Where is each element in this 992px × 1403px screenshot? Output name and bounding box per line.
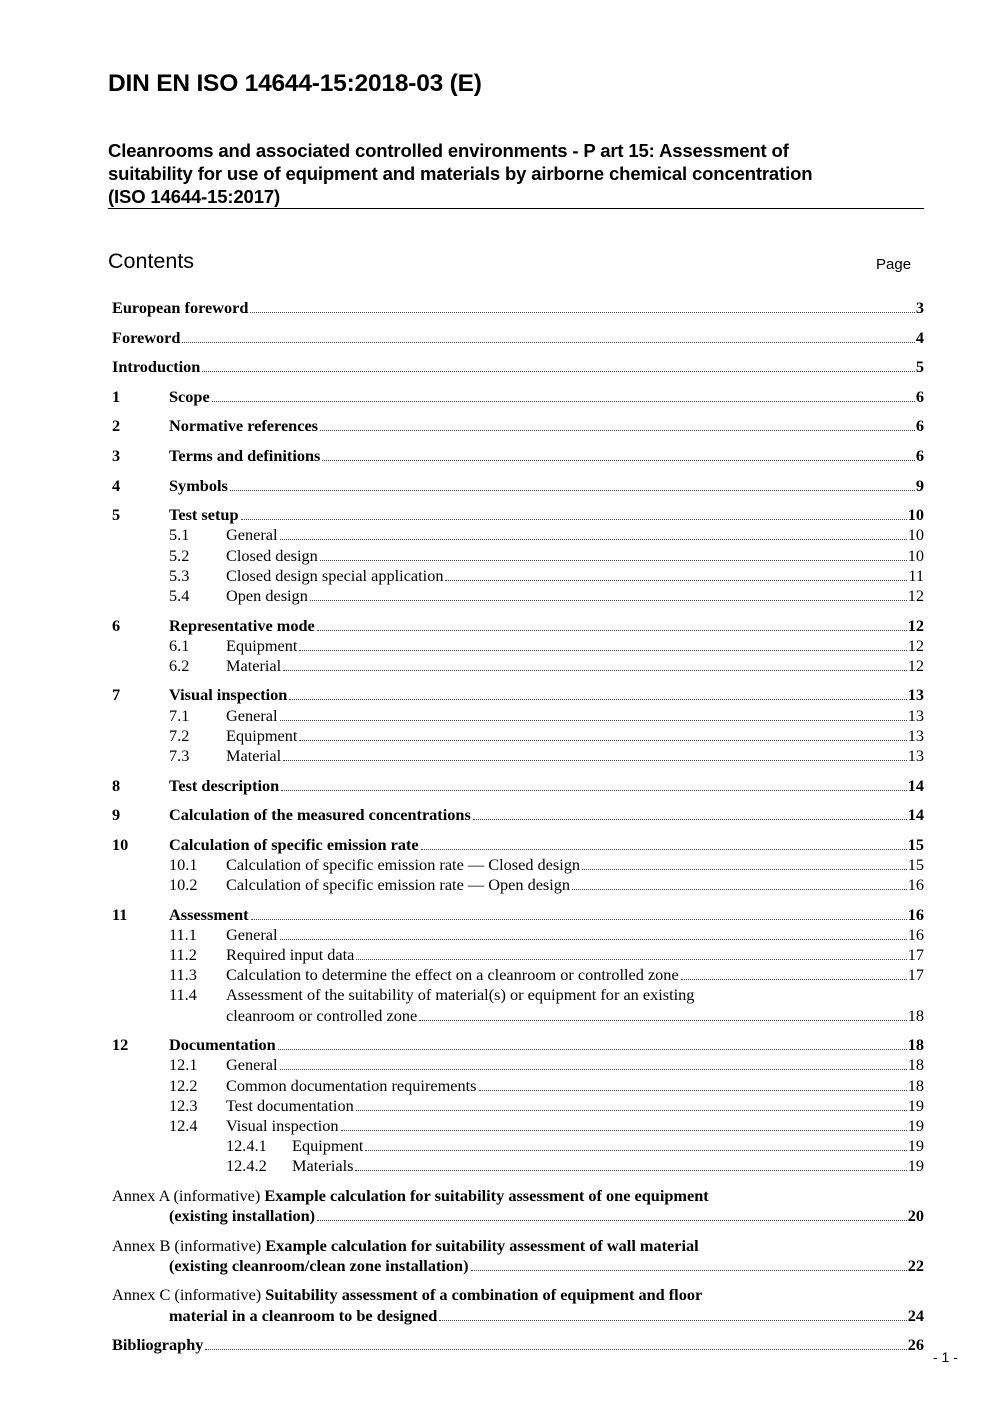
leader-dots xyxy=(365,1150,906,1151)
toc-annex-c[interactable] xyxy=(112,1285,702,1305)
leader-dots xyxy=(281,790,907,791)
toc-entry[interactable] xyxy=(169,1076,924,1096)
annex-title: material in a cleanroom to be designed xyxy=(169,1306,438,1325)
toc-entry[interactable] xyxy=(112,776,924,796)
toc-entry[interactable] xyxy=(169,726,924,746)
annex-kind: (informative) xyxy=(174,1285,262,1304)
toc-entry-page: 18 xyxy=(907,1055,924,1074)
annex-label: Annex A xyxy=(112,1186,170,1205)
leader-dots xyxy=(280,539,907,540)
leader-dots xyxy=(283,760,907,761)
leader-dots xyxy=(289,699,906,700)
toc-entry-page: 9 xyxy=(915,476,924,495)
leader-dots xyxy=(230,490,915,491)
toc-entry-title: Visual inspection xyxy=(226,1116,339,1135)
toc-entry-page: 6 xyxy=(915,416,924,435)
toc-entry-title: Equipment xyxy=(292,1136,364,1155)
toc-entry-page: 15 xyxy=(907,855,924,874)
toc-entry-number: 7.3 xyxy=(169,746,190,765)
leader-dots xyxy=(445,580,907,581)
toc-entry-title: cleanroom or controlled zone xyxy=(226,1006,418,1025)
toc-entry-page: 12 xyxy=(907,616,924,635)
toc-entry-title: Scope xyxy=(169,387,210,406)
toc-entry-page: 14 xyxy=(907,776,924,795)
leader-dots xyxy=(320,560,907,561)
toc-entry-page: 18 xyxy=(907,1006,924,1025)
toc-entry-page: 13 xyxy=(907,706,924,725)
toc-entry-title: Visual inspection xyxy=(169,685,288,704)
leader-dots xyxy=(202,371,914,372)
toc-entry-page: 12 xyxy=(907,586,924,605)
toc-entry[interactable] xyxy=(169,656,924,676)
toc-entry-title: General xyxy=(226,925,278,944)
leader-dots xyxy=(283,670,907,671)
toc-entry-number: 11.4 xyxy=(169,985,197,1004)
toc-annex-a-continuation[interactable] xyxy=(169,1206,924,1226)
toc-entry-title: Terms and definitions xyxy=(169,446,321,465)
annex-kind: (informative) xyxy=(173,1186,261,1205)
toc-entry-title: Equipment xyxy=(226,726,298,745)
leader-dots xyxy=(681,979,907,980)
toc-entry-number: 12.2 xyxy=(169,1076,198,1095)
toc-entry-continuation[interactable] xyxy=(226,1006,924,1026)
toc-entry-number: 7 xyxy=(112,685,121,704)
toc-entry-page: 12 xyxy=(907,636,924,655)
toc-entry-title: Test documentation xyxy=(226,1096,354,1115)
leader-dots xyxy=(471,1270,907,1271)
annex-label: Annex B xyxy=(112,1236,171,1255)
toc-annex-a[interactable] xyxy=(112,1186,709,1206)
leader-dots xyxy=(280,939,907,940)
toc-entry-number: 11.1 xyxy=(169,925,197,944)
toc-entry-page: 19 xyxy=(907,1116,924,1135)
toc-entry[interactable] xyxy=(169,985,695,1005)
annex-kind: (informative) xyxy=(174,1236,262,1255)
leader-dots xyxy=(251,919,907,920)
toc-entry[interactable] xyxy=(226,1156,924,1176)
toc-entry-number: 6.1 xyxy=(169,636,190,655)
toc-entry[interactable] xyxy=(112,328,924,348)
title-line: suitability for use of equipment and materials by airborne chemical concentration xyxy=(108,163,813,184)
toc-entry-number: 6.2 xyxy=(169,656,190,675)
annex-title: (existing installation) xyxy=(169,1206,316,1225)
toc-entry-page: 19 xyxy=(907,1156,924,1175)
toc-entry[interactable] xyxy=(169,945,924,965)
toc-entry[interactable] xyxy=(112,1035,924,1055)
toc-entry-title: Calculation of specific emission rate — Open design xyxy=(226,875,571,894)
toc-entry-title: General xyxy=(226,706,278,725)
toc-entry[interactable] xyxy=(112,685,924,705)
toc-entry-page: 13 xyxy=(907,726,924,745)
leader-dots xyxy=(250,312,914,313)
toc-entry-number: 5.1 xyxy=(169,525,190,544)
leader-dots xyxy=(341,1130,907,1131)
leader-dots xyxy=(310,600,907,601)
toc-entry[interactable] xyxy=(169,586,924,606)
toc-entry-title: Calculation of specific emission rate — Closed design xyxy=(226,855,581,874)
toc-entry[interactable] xyxy=(112,835,924,855)
annex-label: Annex C xyxy=(112,1285,171,1304)
toc-entry[interactable] xyxy=(169,566,924,586)
toc-entry-title: Normative references xyxy=(169,416,319,435)
toc-entry-title: Closed design xyxy=(226,546,318,565)
leader-dots xyxy=(582,869,907,870)
toc-entry-page: 5 xyxy=(915,357,924,376)
toc-entry[interactable] xyxy=(169,1096,924,1116)
toc-entry[interactable] xyxy=(169,746,924,766)
toc-entry-page: 10 xyxy=(907,546,924,565)
leader-dots xyxy=(317,1220,907,1221)
leader-dots xyxy=(355,1170,906,1171)
toc-entry-title: Material xyxy=(226,656,282,675)
leader-dots xyxy=(278,1049,907,1050)
toc-entry-title: Introduction xyxy=(112,357,201,376)
leader-dots xyxy=(317,630,907,631)
toc-entry-title: Calculation to determine the effect on a cleanroom or controlled zone xyxy=(226,965,679,984)
toc-entry-page: 26 xyxy=(907,1335,924,1354)
toc-entry[interactable] xyxy=(112,298,924,318)
toc-entry[interactable] xyxy=(112,805,924,825)
toc-entry[interactable] xyxy=(169,925,924,945)
toc-entry-number: 11.2 xyxy=(169,945,197,964)
leader-dots xyxy=(280,1069,907,1070)
toc-entry-number: 12.1 xyxy=(169,1055,198,1074)
toc-entry[interactable] xyxy=(169,855,924,875)
toc-entry-number: 8 xyxy=(112,776,121,795)
toc-entry[interactable] xyxy=(169,875,924,895)
toc-entry-page: 10 xyxy=(907,525,924,544)
annex-title: (existing cleanroom/clean zone installation) xyxy=(169,1256,469,1275)
leader-dots xyxy=(479,1090,907,1091)
toc-entry-title: Bibliography xyxy=(112,1335,204,1354)
leader-dots xyxy=(572,889,907,890)
annex-title: Example calculation for suitability assessment of one equipment xyxy=(264,1186,709,1205)
toc-entry-page: 19 xyxy=(907,1096,924,1115)
toc-entry-page: 20 xyxy=(907,1206,924,1225)
toc-entry-page: 17 xyxy=(907,945,924,964)
toc-entry-page: 24 xyxy=(907,1306,924,1325)
toc-entry[interactable] xyxy=(112,616,924,636)
leader-dots xyxy=(419,1020,906,1021)
title-line: Cleanrooms and associated controlled environments - P art 15: Assessment of xyxy=(108,140,789,161)
contents-heading: Contents xyxy=(108,249,195,273)
toc-entry-title: Assessment xyxy=(169,905,249,924)
toc-entry-number: 10 xyxy=(112,835,129,854)
toc-entry-number: 11 xyxy=(112,905,128,924)
toc-entry-number: 12.4.2 xyxy=(226,1156,267,1175)
toc-entry-number: 12.4 xyxy=(169,1116,198,1135)
leader-dots xyxy=(299,650,906,651)
leader-dots xyxy=(205,1349,906,1350)
toc-entry[interactable] xyxy=(112,476,924,496)
leader-dots xyxy=(473,819,907,820)
toc-entry-page: 18 xyxy=(907,1035,924,1054)
toc-entry-page: 11 xyxy=(908,566,924,585)
toc-entry-page: 16 xyxy=(907,925,924,944)
toc-entry[interactable] xyxy=(112,387,924,407)
toc-bibliography[interactable] xyxy=(112,1335,924,1355)
toc-annex-c-continuation[interactable] xyxy=(169,1306,924,1326)
toc-entry-title: Equipment xyxy=(226,636,298,655)
toc-entry-page: 10 xyxy=(907,505,924,524)
toc-entry-page: 12 xyxy=(907,656,924,675)
toc-entry[interactable] xyxy=(169,1116,924,1136)
toc-entry-title: Calculation of specific emission rate xyxy=(169,835,419,854)
leader-dots xyxy=(280,720,907,721)
toc-entry[interactable] xyxy=(112,416,924,436)
toc-entry-page: 13 xyxy=(907,746,924,765)
toc-entry[interactable] xyxy=(112,905,924,925)
toc-entry-page: 13 xyxy=(907,685,924,704)
toc-entry-title: General xyxy=(226,525,278,544)
toc-entry-title: Assessment of the suitability of material(s) or equipment for an existing xyxy=(226,985,695,1004)
toc-entry[interactable] xyxy=(112,357,924,377)
toc-entry-title: Symbols xyxy=(169,476,228,495)
toc-entry-number: 7.2 xyxy=(169,726,190,745)
toc-annex-b[interactable] xyxy=(112,1236,699,1256)
toc-entry-page: 22 xyxy=(907,1256,924,1275)
leader-dots xyxy=(241,519,907,520)
toc-entry-number: 5 xyxy=(112,505,121,524)
toc-entry-number: 10.1 xyxy=(169,855,198,874)
leader-dots xyxy=(421,849,907,850)
annex-title: Example calculation for suitability assessment of wall material xyxy=(265,1236,699,1255)
toc-entry-number: 4 xyxy=(112,476,121,495)
toc-entry-title: Closed design special application xyxy=(226,566,444,585)
toc-entry-title: Test description xyxy=(169,776,280,795)
toc-entry-page: 4 xyxy=(915,328,924,347)
toc-entry-number: 9 xyxy=(112,805,121,824)
toc-entry-page: 18 xyxy=(907,1076,924,1095)
toc-entry[interactable] xyxy=(169,965,924,985)
leader-dots xyxy=(439,1320,906,1321)
toc-entry-title: Required input data xyxy=(226,945,355,964)
toc-entry-title: Documentation xyxy=(169,1035,276,1054)
leader-dots xyxy=(356,1110,907,1111)
toc-entry-title: Representative mode xyxy=(169,616,315,635)
toc-entry-number: 5.4 xyxy=(169,586,190,605)
toc-entry-title: Calculation of the measured concentrations xyxy=(169,805,471,824)
leader-dots xyxy=(322,460,914,461)
toc-entry-page: 16 xyxy=(907,905,924,924)
toc-entry-title: Materials xyxy=(292,1156,354,1175)
toc-entry[interactable] xyxy=(169,546,924,566)
toc-entry-number: 7.1 xyxy=(169,706,190,725)
leader-dots xyxy=(320,430,915,431)
toc-entry-number: 10.2 xyxy=(169,875,198,894)
toc-entry-number: 11.3 xyxy=(169,965,197,984)
toc-entry-page: 15 xyxy=(907,835,924,854)
toc-entry-number: 6 xyxy=(112,616,121,635)
toc-entry-number: 3 xyxy=(112,446,121,465)
toc-entry-title: Open design xyxy=(226,586,308,605)
document-code: DIN EN ISO 14644-15:2018-03 (E) xyxy=(108,70,482,97)
toc-entry-number: 2 xyxy=(112,416,121,435)
toc-annex-b-continuation[interactable] xyxy=(169,1256,924,1276)
leader-dots xyxy=(356,959,906,960)
toc-entry[interactable] xyxy=(169,1055,924,1075)
leader-dots xyxy=(212,401,915,402)
toc-entry-title: Foreword xyxy=(112,328,181,347)
toc-entry-page: 16 xyxy=(907,875,924,894)
leader-dots xyxy=(299,740,906,741)
toc-entry-page: 6 xyxy=(915,446,924,465)
toc-entry-title: General xyxy=(226,1055,278,1074)
toc-entry[interactable] xyxy=(169,636,924,656)
toc-entry[interactable] xyxy=(226,1136,924,1156)
annex-title: Suitability assessment of a combination of equipment and floor xyxy=(265,1285,703,1304)
toc-entry-number: 1 xyxy=(112,387,121,406)
toc-entry-page: 6 xyxy=(915,387,924,406)
page-column-label: Page xyxy=(876,256,912,273)
leader-dots xyxy=(182,342,914,343)
toc-entry-number: 5.3 xyxy=(169,566,190,585)
toc-entry-page: 19 xyxy=(907,1136,924,1155)
toc-entry-title: Test setup xyxy=(169,505,239,524)
toc-entry-number: 12 xyxy=(112,1035,129,1054)
toc-entry-title: Common documentation requirements xyxy=(226,1076,477,1095)
toc-entry[interactable] xyxy=(112,505,924,525)
toc-entry-page: 14 xyxy=(907,805,924,824)
title-line: (ISO 14644-15:2017) xyxy=(108,186,280,207)
toc-entry-number: 12.3 xyxy=(169,1096,198,1115)
toc-entry[interactable] xyxy=(112,446,924,466)
toc-entry-number: 12.4.1 xyxy=(226,1136,267,1155)
toc-entry-page: 17 xyxy=(907,965,924,984)
page-number-footer: - 1 - xyxy=(933,1349,958,1365)
toc-entry-title: European foreword xyxy=(112,298,249,317)
toc-entry-title: Material xyxy=(226,746,282,765)
toc-entry[interactable] xyxy=(169,706,924,726)
toc-entry[interactable] xyxy=(169,525,924,545)
toc-entry-number: 5.2 xyxy=(169,546,190,565)
toc-entry-page: 3 xyxy=(915,298,924,317)
